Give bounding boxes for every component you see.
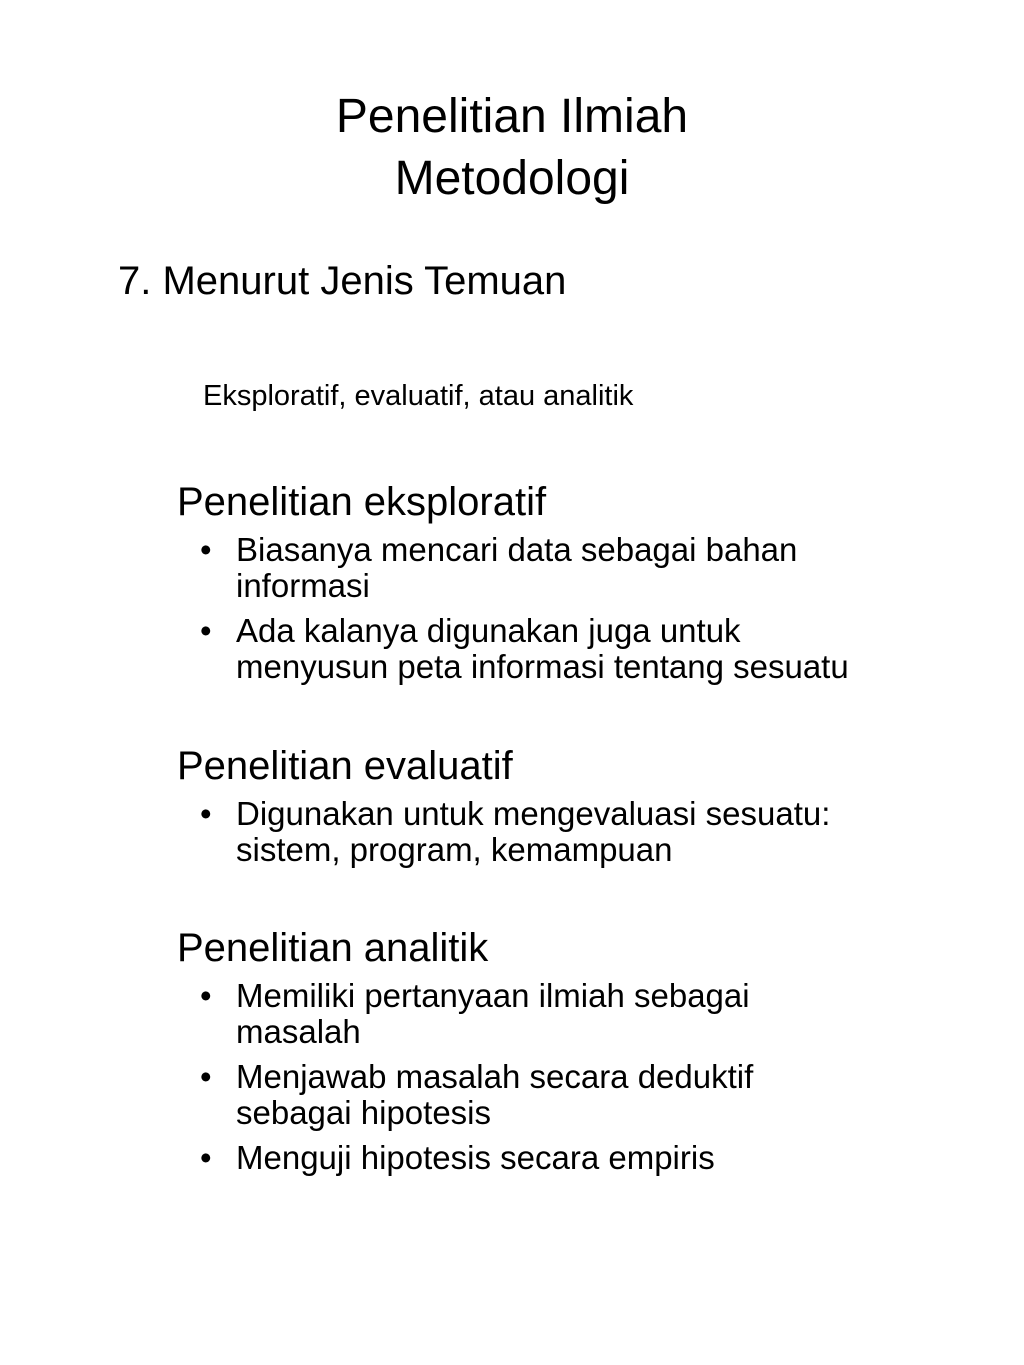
bullet-item xyxy=(177,1059,977,1131)
bullet-icon: • xyxy=(200,531,212,568)
section-evaluatif xyxy=(177,742,977,877)
bullet-icon: • xyxy=(200,977,212,1014)
bullet-line: Ada kalanya digunakan juga untuk xyxy=(236,612,741,649)
bullet-line: Digunakan untuk mengevaluasi sesuatu: xyxy=(236,795,831,832)
bullet-icon: • xyxy=(200,612,212,649)
bullet-item xyxy=(177,796,977,868)
bullet-line: informasi xyxy=(236,567,370,604)
bullet-line: sebagai hipotesis xyxy=(236,1094,492,1131)
bullet-icon: • xyxy=(200,795,212,832)
bullet-line: Menguji hipotesis secara empiris xyxy=(236,1139,715,1176)
section-title: Penelitian analitik xyxy=(177,926,489,970)
bullet-item xyxy=(177,1140,977,1176)
bullet-line: Biasanya mencari data sebagai bahan xyxy=(236,531,798,568)
section-title: Penelitian eksploratif xyxy=(177,480,547,524)
bullet-list xyxy=(177,796,977,868)
bullet-line: masalah xyxy=(236,1013,361,1050)
bullet-list xyxy=(177,978,977,1176)
slide-title-line-1: Penelitian Ilmiah xyxy=(335,90,689,143)
bullet-line: Menjawab masalah secara deduktif xyxy=(236,1058,754,1095)
bullet-icon: • xyxy=(200,1058,212,1095)
section-heading: 7. Menurut Jenis Temuan xyxy=(118,259,567,303)
bullet-item xyxy=(177,978,977,1050)
section-analitik xyxy=(177,924,977,1185)
section-eksploratif xyxy=(177,478,977,694)
bullet-line: menyusun peta informasi tentang sesuatu xyxy=(236,648,849,685)
bullet-item xyxy=(177,613,977,685)
slide-title-line-2: Metodologi xyxy=(394,152,630,205)
bullet-item xyxy=(177,532,977,604)
intro-text: Eksploratif, evaluatif, atau analitik xyxy=(203,380,634,412)
bullet-line: Memiliki pertanyaan ilmiah sebagai xyxy=(236,977,750,1014)
bullet-line: sistem, program, kemampuan xyxy=(236,831,673,868)
slide-title xyxy=(0,86,1024,210)
bullet-icon: • xyxy=(200,1139,212,1176)
bullet-list xyxy=(177,532,977,685)
section-title: Penelitian evaluatif xyxy=(177,744,513,788)
